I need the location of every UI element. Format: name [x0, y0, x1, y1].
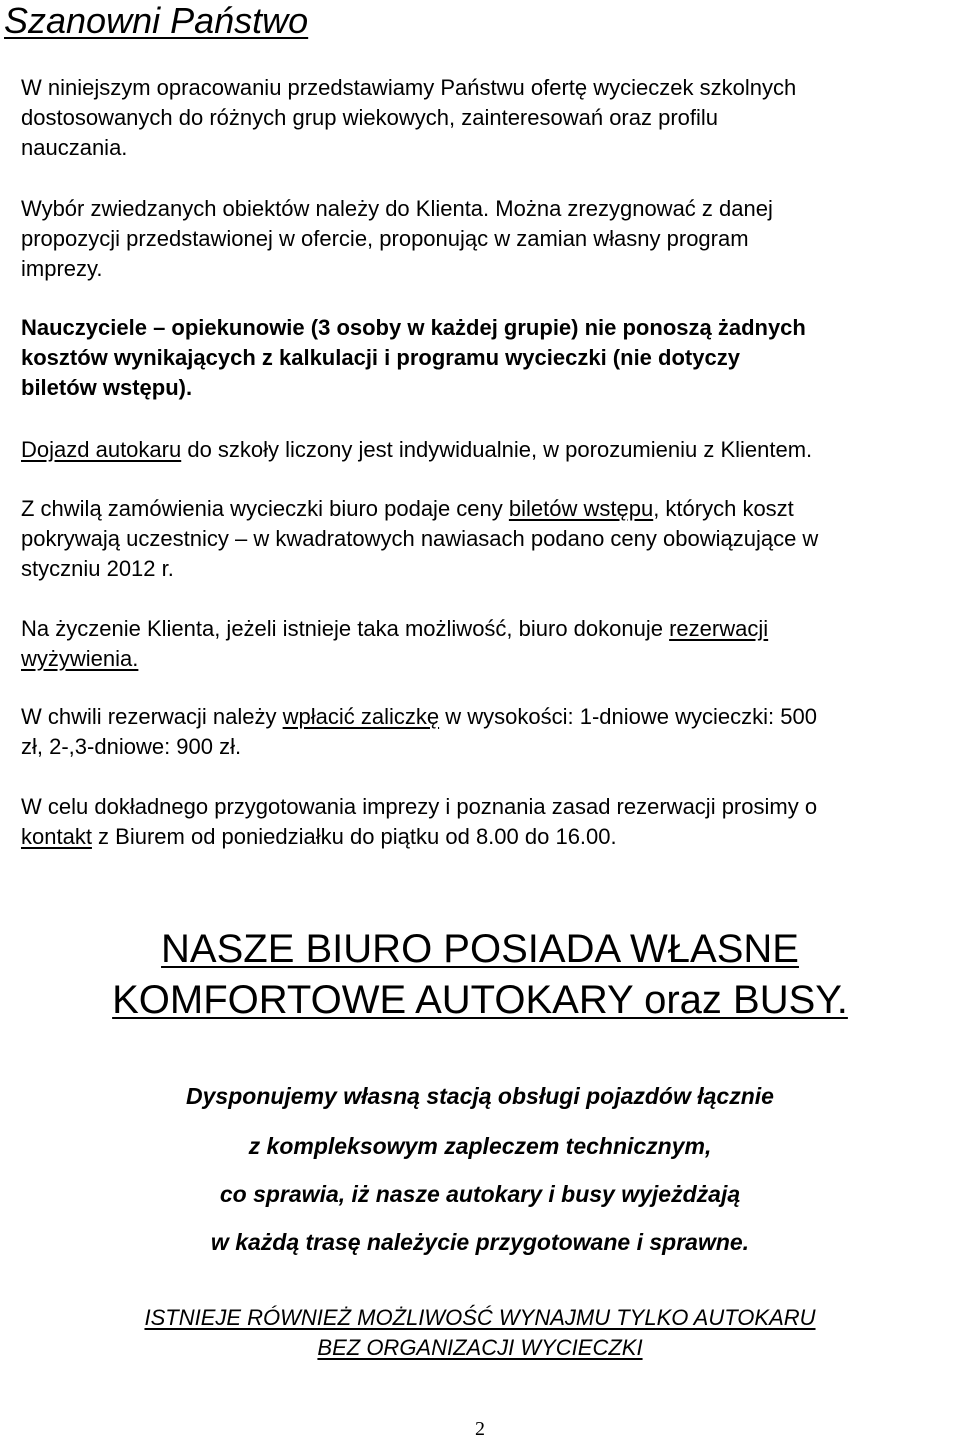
choice-paragraph [21, 194, 960, 284]
intro-line-1: W niniejszym opracowaniu przedstawiamy Państwu ofertę wycieczek szkolnych [21, 75, 797, 100]
page-title: Szanowni Państwo [4, 0, 309, 41]
contact-text: z Biurem od poniedziałku do piątku od 8.00 do 16.00. [91, 824, 617, 849]
tickets-line-2: pokrywają uczestnicy – w kwadratowych nawiasach podano ceny obowiązujące w [21, 526, 819, 551]
tickets-line-3: styczniu 2012 r. [21, 556, 174, 581]
deposit-link[interactable]: wpłacić zaliczkę [282, 704, 440, 729]
page-number: 2 [475, 1418, 485, 1440]
tickets-text-b: , których koszt [653, 496, 794, 521]
contact-link[interactable]: kontakt [21, 824, 92, 849]
service-line-1: Dysponujemy własną stacją obsługi pojazdów łącznie [186, 1083, 774, 1109]
contact-line-1: W celu dokładnego przygotowania imprezy i poznania zasad rezerwacji prosimy o [21, 794, 818, 819]
intro-line-3: nauczania. [21, 135, 128, 160]
headline-line-2: KOMFORTOWE AUTOKARY oraz BUSY. [112, 978, 848, 1022]
intro-line-2: dostosowanych do różnych grup wiekowych, zainteresowań oraz profilu [21, 105, 719, 130]
service-line-3: co sprawia, iż nasze autokary i busy wyjeżdżają [219, 1181, 741, 1207]
rental-line-2: BEZ ORGANIZACJI WYCIECZKI [317, 1335, 643, 1360]
service-line-4: w każdą trasę należycie przygotowane i sprawne. [210, 1229, 750, 1255]
teachers-line-3: biletów wstępu). [21, 375, 193, 400]
meals-paragraph [21, 614, 960, 674]
intro-paragraph [21, 73, 960, 163]
choice-line-1: Wybór zwiedzanych obiektów należy do Klienta. Można zrezygnować z danej [21, 196, 773, 221]
teachers-line-2: kosztów wynikających z kalkulacji i programu wycieczki (nie dotyczy [21, 345, 740, 370]
contact-paragraph [21, 792, 960, 852]
service-line-2: z kompleksowym zapleczem technicznym, [248, 1133, 712, 1159]
deposit-line-2: zł, 2-,3-dniowe: 900 zł. [21, 734, 242, 759]
tickets-link[interactable]: biletów wstępu [508, 496, 654, 521]
transport-paragraph [21, 435, 960, 465]
transport-text: do szkoły liczony jest indywidualnie, w porozumieniu z Klientem. [181, 437, 813, 462]
choice-line-3: imprezy. [21, 256, 103, 281]
teachers-line-1: Nauczyciele – opiekunowie (3 osoby w każdej grupie) nie ponoszą żadnych [21, 315, 806, 340]
rental-line-1: ISTNIEJE RÓWNIEŻ MOŻLIWOŚĆ WYNAJMU TYLKO AUTOKARU [144, 1305, 816, 1330]
deposit-paragraph [21, 702, 960, 762]
transport-link[interactable]: Dojazd autokaru [21, 437, 182, 462]
teachers-paragraph [21, 313, 960, 403]
tickets-text-a: Z chwilą zamówienia wycieczki biuro podaje ceny [21, 496, 509, 521]
deposit-text-b: w wysokości: 1-dniowe wycieczki: 500 [439, 704, 817, 729]
deposit-text-a: W chwili rezerwacji należy [21, 704, 283, 729]
headline-line-1: NASZE BIURO POSIADA WŁASNE [161, 927, 799, 971]
choice-line-2: propozycji przedstawionej w ofercie, proponując w zamian własny program [21, 226, 749, 251]
meals-text: Na życzenie Klienta, jeżeli istnieje taka możliwość, biuro dokonuje [21, 616, 670, 641]
tickets-paragraph [21, 494, 960, 584]
meals-link-part-1[interactable]: rezerwacji [669, 616, 769, 641]
meals-link-part-2[interactable]: wyżywienia. [21, 646, 139, 671]
